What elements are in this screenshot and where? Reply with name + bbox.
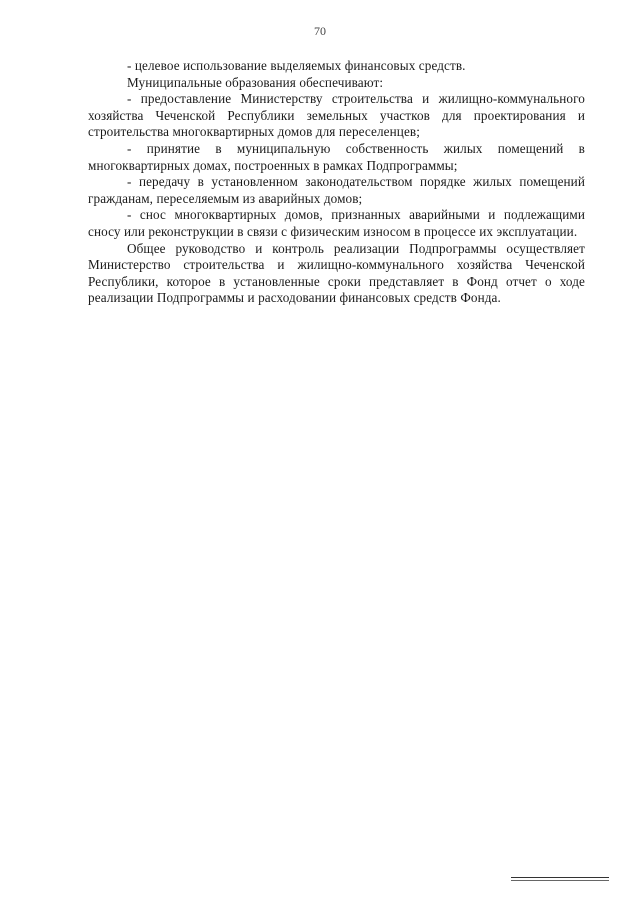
page-number: 70 [314, 24, 326, 38]
footer-rule-secondary [511, 880, 609, 881]
footer-rule [511, 877, 609, 878]
paragraph-general-management: Общее руководство и контроль реализации Подпрограммы осуществляет Министерство строительства и жилищно-коммунального хозяйства Чеченской Республики, которое в установленные сроки представляет в Фонд отчет о ходе реализации Подпрограммы и расходовании финансовых средств Фонда. [88, 240, 585, 306]
paragraph-municipalities-intro: Муниципальные образования обеспечивают: [127, 74, 384, 90]
paragraph-land-provision: - предоставление Министерству строительства и жилищно-коммунального хозяйства Чеченской Республики земельных участков для проектирования и строительства многоквартирных домов для переселенцев; [88, 91, 585, 140]
paragraph-target-use: - целевое использование выделяемых финансовых средств. [127, 58, 466, 73]
paragraph-transfer-housing: - передачу в установленном законодательством порядке жилых помещений гражданам, переселяемым из аварийных домов; [88, 174, 585, 206]
document-body [88, 58, 585, 307]
paragraph-municipal-ownership: - принятие в муниципальную собственность жилых помещений в многоквартирных домах, построенных в рамках Подпрограммы; [88, 140, 585, 173]
paragraph-demolition: - снос многоквартирных домов, признанных аварийными и подлежащими сносу или реконструкции в связи с физическим износом в процессе их эксплуатации. [88, 207, 585, 239]
